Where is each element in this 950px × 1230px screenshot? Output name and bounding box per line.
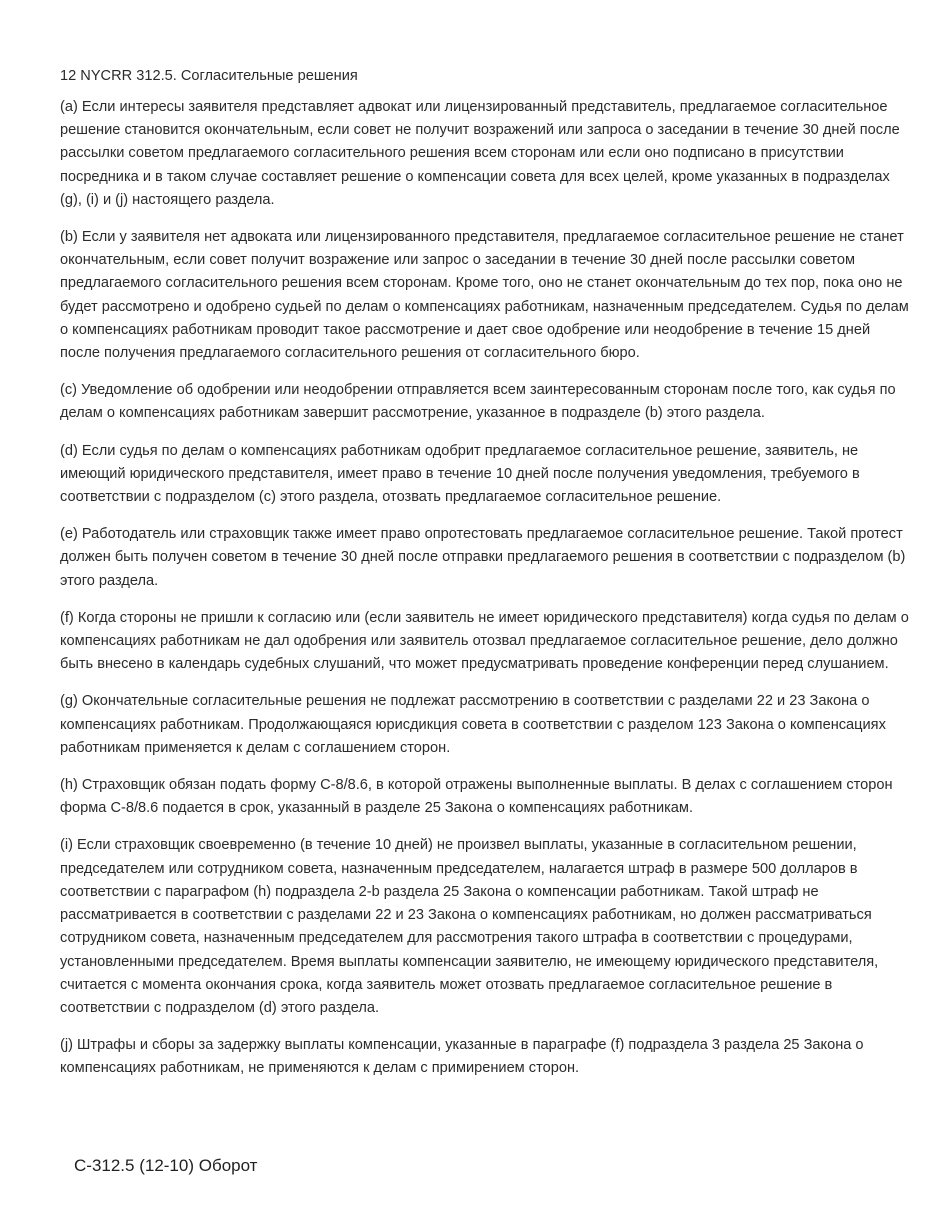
- paragraph-f: (f) Когда стороны не пришли к согласию или (если заявитель не имеет юридического представителя) когда судья по делам о компенсациях работникам не дал одобрения или заявитель отозвал предлагаемое согласительное решение, дело должно быть внесено в календарь судебных слушаний, что может предусматривать проведение конференции перед слушанием.: [60, 609, 909, 673]
- paragraph-c: (c) Уведомление об одобрении или неодобрении отправляется всем заинтересованным сторонам после того, как судья по делам о компенсациях работникам завершит рассмотрение, указанное в подразделе (b) этого раздела.: [60, 382, 896, 422]
- document-body: [60, 67, 910, 1095]
- form-footer: C-312.5 (12-10) Оборот: [74, 1156, 258, 1175]
- paragraph-h: (h) Страховщик обязан подать форму C-8/8.6, в которой отражены выполненные выплаты. В делах с соглашением сторон форма C-8/8.6 подается в срок, указанный в разделе 25 Закона о компенсациях работникам.: [60, 777, 893, 817]
- paragraph-a: (a) Если интересы заявителя представляет адвокат или лицензированный представитель, предлагаемое согласительное решение становится окончательным, если совет не получит возражений или запроса о заседании в течение 30 дней после рассылки советом предлагаемого согласительного решения всем сторонам или если оно подписано в присутствии посредника и в таком случае составляет решение о компенсации совета для всех целей, кроме указанных в подразделах (g), (i) и (j) настоящего раздела.: [60, 99, 900, 208]
- paragraph-e: (e) Работодатель или страховщик также имеет право опротестовать предлагаемое согласительное решение. Такой протест должен быть получен советом в течение 30 дней после отправки предлагаемого решения в соответствии с подразделом (b) этого раздела.: [60, 526, 906, 589]
- paragraph-i: (i) Если страховщик своевременно (в течение 10 дней) не произвел выплаты, указанные в согласительном решении, председателем или сотрудником совета, назначенным председателем, налагается штраф в размере 500 долларов в соответствии с параграфом (h) подраздела 2-b раздела 25 Закона о компенсации работникам. Такой штраф не рассматривается в соответствии с разделами 22 и 23 Закона о компенсациях работникам, но должен рассматриваться сотрудником совета, назначенным председателем для рассмотрения такого штрафа в соответствии с процедурами, установленными председателем. Время выплаты компенсации заявителю, не имеющему юридического представителя, считается с момента окончания срока, когда заявитель может отозвать предлагаемое согласительное решение в соответствии с подразделом (d) этого раздела.: [60, 837, 879, 1016]
- paragraph-j: (j) Штрафы и сборы за задержку выплаты компенсации, указанные в параграфе (f) подраздела 3 раздела 25 Закона о компенсациях работникам, не применяются к делам с примирением сторон.: [60, 1037, 864, 1077]
- paragraph-g: (g) Окончательные согласительные решения не подлежат рассмотрению в соответствии с разделами 22 и 23 Закона о компенсациях работникам. Продолжающаяся юрисдикция совета в соответствии с разделом 123 Закона о компенсациях работникам применяется к делам с соглашением сторон.: [60, 693, 886, 756]
- paragraph-b: (b) Если у заявителя нет адвоката или лицензированного представителя, предлагаемое согласительное решение не станет окончательным, если совет получит возражение или запрос о заседании в течение 30 дней после рассылки советом предлагаемого согласительного решения всем сторонам. Кроме того, оно не станет окончательным до тех пор, пока оно не будет рассмотрено и одобрено судьей по делам о компенсациях работникам, назначенным председателем. Судья по делам о компенсациях работникам проводит такое рассмотрение и дает свое одобрение или неодобрение в течение 15 дней после получения предлагаемого согласительного решения от согласительного бюро.: [60, 229, 909, 362]
- paragraph-d: (d) Если судья по делам о компенсациях работникам одобрит предлагаемое согласительное решение, заявитель, не имеющий юридического представителя, имеет право в течение 10 дней после получения уведомления, требуемого в соответствии с подразделом (c) этого раздела, отозвать предлагаемое согласительное решение.: [60, 442, 860, 506]
- document-title: 12 NYCRR 312.5. Согласительные решения: [60, 68, 358, 84]
